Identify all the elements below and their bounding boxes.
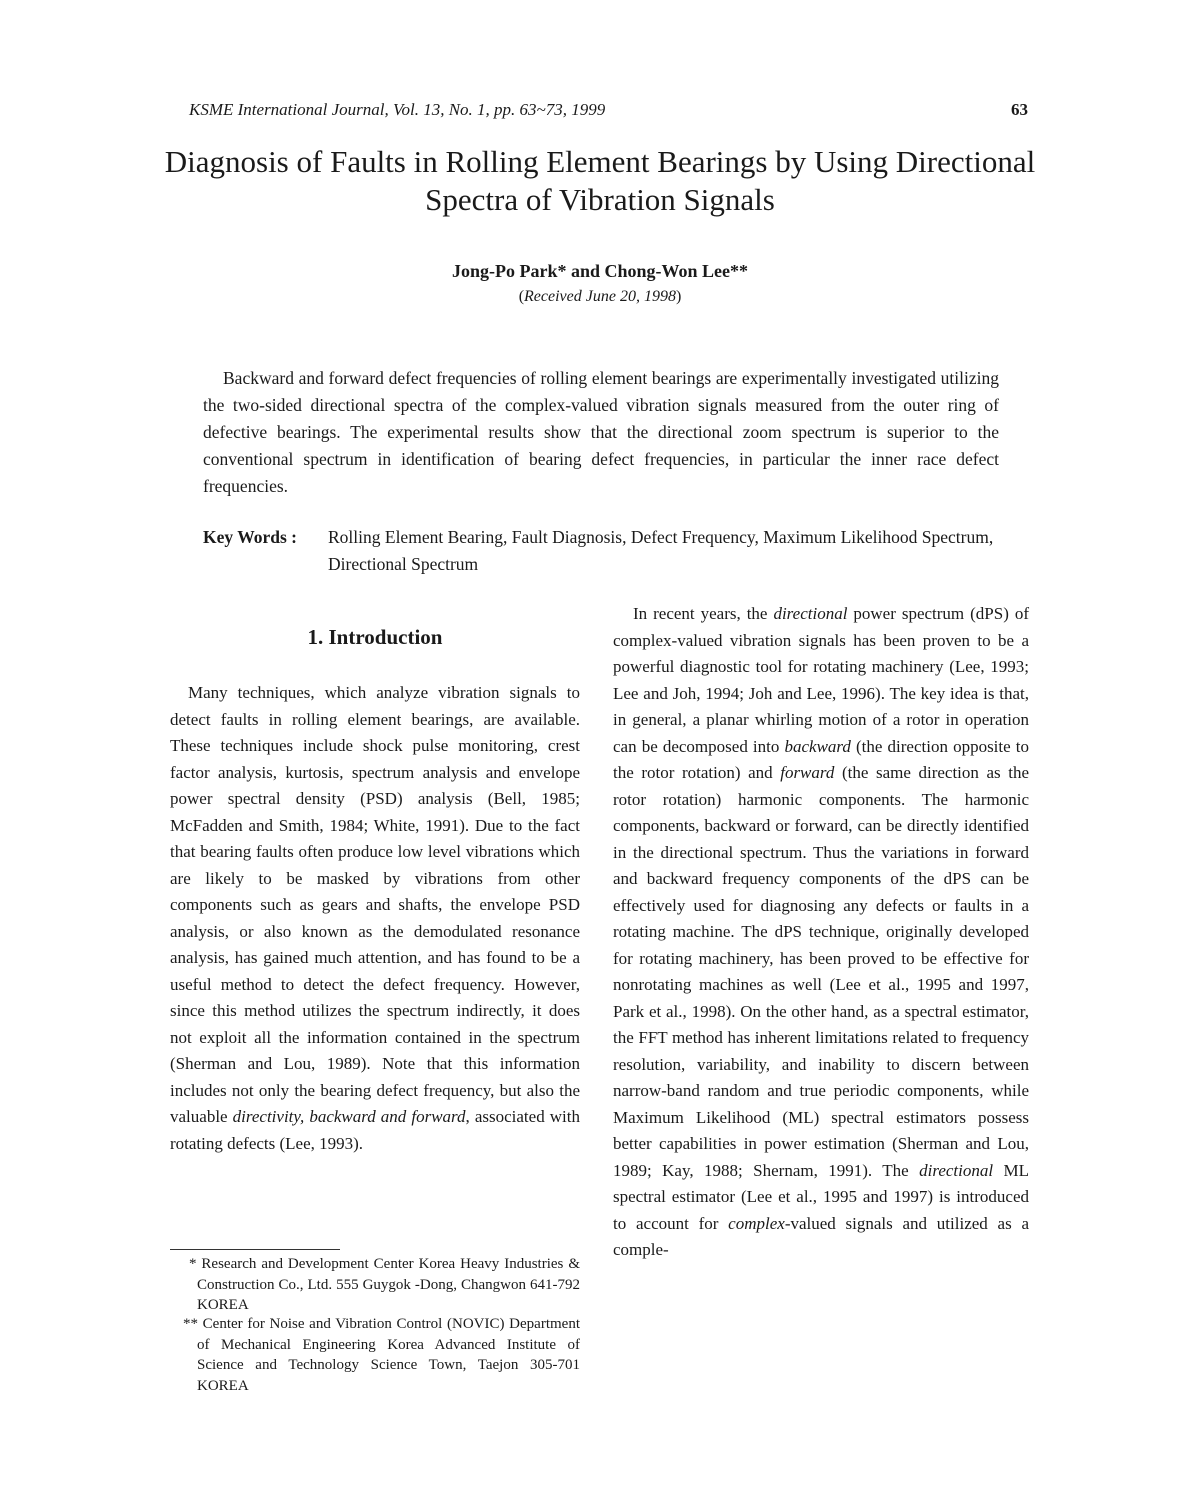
intro-paragraph-right <box>613 601 1029 1264</box>
right-para-text-3: (the direction opposite to the rotor rotation) and <box>613 736 1030 782</box>
right-para-text-5: ML spectral estimator (Lee et al., 1995 and 1997) is introduced to account for <box>613 1160 1029 1233</box>
keywords-label: Key Words : <box>203 527 297 547</box>
right-para-text-4: (the same direction as the rotor rotation) harmonic components. The harmonic components, backward or forward, can be directly identified in the directional spectrum. Thus the variations in forward and backward frequency components of the dPS can be effectively used for diagnosing any defects or faults in a rotating machine. The dPS technique, originally developed for rotating machinery, has been proved to be effective for nonrotating machines as well (Lee et al., 1995 and 1997, Park et al., 1998). On the other hand, as a spectral estimator, the FFT method has inherent limitations related to frequency resolution, variability, and inability to discern between narrow-band random and true periodic components, while Maximum Likelihood (ML) spectral estimators possess better capabilities in power estimation (Sherman and Lou, 1989; Kay, 1988; Shernam, 1991). The <box>613 763 1029 1180</box>
right-para-text-2: power spectrum (dPS) of complex-valued vibration signals has been proven to be a powerful diagnostic tool for rotating machinery (Lee, 1993; Lee and Joh, 1994; Joh and Lee, 1996). The key idea is that, in general, a planar whirling motion of a rotor in operation can be decomposed into <box>613 604 1029 756</box>
received-date <box>150 288 1050 306</box>
keywords-text: Rolling Element Bearing, Fault Diagnosis, Defect Frequency, Maximum Likelihood Spectrum, Directional Spectrum <box>328 527 994 574</box>
right-para-emphasis-2: backward <box>784 736 851 756</box>
left-para-text-1: Many techniques, which analyze vibration signals to detect faults in rolling element bearings, are available. These techniques include shock pulse monitoring, crest factor analysis, kurtosis, spectrum analysis and envelope power spectral density (PSD) analysis (Bell, 1985; McFadden and Smith, 1984; White, 1991). Due to the fact that bearing faults often produce low level vibrations which are likely to be masked by vibrations from other components such as gears and shafts, the envelope PSD analysis, or also known as the demodulated resonance analysis, has gained much attention, and has found to be a useful method to detect the defect frequency. However, since this method utilizes the spectrum indirectly, it does not exploit all the information contained in the spectrum (Sherman and Lou, 1989). Note that this information includes not only the bearing defect frequency, but also the valuable <box>170 683 580 1126</box>
paper-title: Diagnosis of Faults in Rolling Element Bearings by Using Directional Spectra of Vibration Signals <box>164 144 1036 217</box>
left-para-emphasis-1: directivity, backward and forward <box>232 1107 466 1126</box>
right-para-emphasis-3: forward <box>780 763 835 782</box>
received-open-paren: ( <box>518 288 525 305</box>
left-para-text-2: , associated with rotating defects (Lee, 1993). <box>170 1107 580 1153</box>
right-para-emphasis-1: directional <box>773 604 848 623</box>
intro-paragraph-left <box>170 680 580 1157</box>
section-heading-introduction: 1. Introduction <box>307 625 443 649</box>
right-para-emphasis-4: directional <box>919 1160 994 1180</box>
footnote-2: ** Center for Noise and Vibration Control (NOVIC) Department of Mechanical Engineering Korea Advanced Institute of Science and Technology Science Town, Taejon 305-701 KOREA <box>183 1316 580 1394</box>
footnote-1: * Research and Development Center Korea Heavy Industries & Construction Co., Ltd. 555 Guygok -Dong, Changwon 641-792 KOREA <box>189 1256 580 1313</box>
received-close-paren: ) <box>675 288 682 305</box>
footnote-divider <box>170 1249 340 1250</box>
page-number: 63 <box>1011 100 1028 119</box>
authors: Jong-Po Park* and Chong-Won Lee** <box>451 261 749 281</box>
right-para-text-1: In recent years, the <box>633 604 774 623</box>
right-para-emphasis-5: complex <box>728 1213 785 1233</box>
right-para-text-6: -valued signals and utilized as a comple- <box>613 1213 1030 1259</box>
received-text: Received June 20, 1998 <box>524 288 676 305</box>
journal-header: KSME International Journal, Vol. 13, No. 1, pp. 63~73, 1999 <box>189 100 606 119</box>
abstract: Backward and forward defect frequencies of rolling element bearings are experimentally investigated utilizing the two-sided directional spectra of the complex-valued vibration signals measured from the outer ring of defective bearings. The experimental results show that the directional zoom spectrum is superior to the conventional spectrum in identification of bearing defect frequencies, in particular the inner race defect frequencies. <box>203 368 999 496</box>
